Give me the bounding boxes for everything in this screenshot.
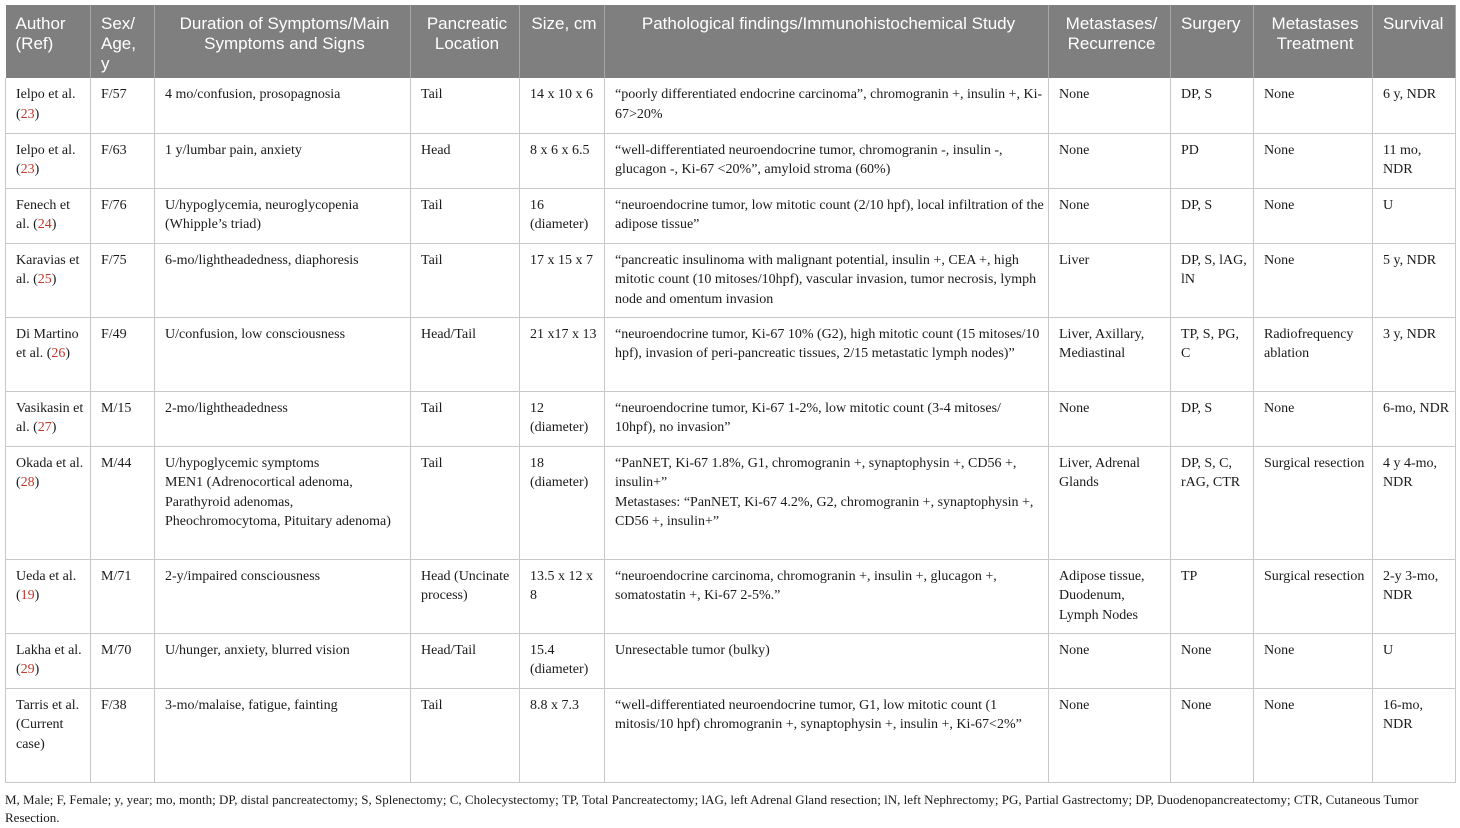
surgery-cell: TP <box>1171 559 1254 633</box>
symptoms-cell: U/hunger, anxiety, blurred vision <box>155 633 411 688</box>
pathology-cell: “neuroendocrine tumor, Ki-67 10% (G2), high mitotic count (15 mitoses/10 hpf), invasion of peri-pancreatic tissues, 2/15 metastatic lymph nodes)” <box>605 317 1049 391</box>
metastases-cell: None <box>1049 633 1171 688</box>
col-metastases: Metastases/ Recurrence <box>1049 5 1171 78</box>
surgery-cell: DP, S <box>1171 78 1254 133</box>
pathology-cell: “neuroendocrine tumor, Ki-67 1-2%, low mitotic count (3-4 mitoses/ 10hpf), no invasion” <box>605 391 1049 446</box>
reference-link[interactable]: 28 <box>20 475 35 491</box>
author-name: Ielpo et al. <box>16 87 76 102</box>
size-cell: 12 (diameter) <box>520 391 605 446</box>
pathology-cell: “well-differentiated neuroendocrine tumor, G1, low mitotic count (1 mitosis/10 hpf) chromogranin +, synaptophysin +, insulin +, Ki-67<2%” <box>605 688 1049 782</box>
location-cell: Head/Tail <box>411 317 520 391</box>
author-name: Vasikasin et al. <box>16 400 84 436</box>
reference-link[interactable]: 23 <box>20 162 35 178</box>
symptoms-cell: 6-mo/lightheadedness, diaphoresis <box>155 243 411 317</box>
col-author: Author (Ref) <box>6 5 91 78</box>
sex-age-cell: F/76 <box>91 188 155 243</box>
author-cell: Ielpo et al. (23) <box>6 78 91 133</box>
surgery-cell: DP, S <box>1171 391 1254 446</box>
table-row <box>6 391 1456 446</box>
surgery-cell: PD <box>1171 133 1254 188</box>
met-treatment-cell: Surgical resection <box>1254 446 1373 559</box>
sex-age-cell: M/15 <box>91 391 155 446</box>
survival-cell: 16-mo, NDR <box>1373 688 1456 782</box>
pathology-cell: “poorly differentiated endocrine carcinoma”, chromogranin +, insulin +, Ki-67>20% <box>605 78 1049 133</box>
met-treatment-cell: None <box>1254 688 1373 782</box>
table-row <box>6 317 1456 391</box>
author-cell <box>6 688 91 782</box>
survival-cell: 6-mo, NDR <box>1373 391 1456 446</box>
metastases-cell: None <box>1049 188 1171 243</box>
col-survival: Survival <box>1373 5 1456 78</box>
sex-age-cell: F/49 <box>91 317 155 391</box>
author-cell: Karavias et al. (25) <box>6 243 91 317</box>
col-surgery: Surgery <box>1171 5 1254 78</box>
author-cell: Ueda et al. (19) <box>6 559 91 633</box>
symptoms-cell: U/hypoglycemic symptoms MEN1 (Adrenocortical adenoma, Parathyroid adenomas, Pheochromocytoma, Pituitary adenoma) <box>155 446 411 559</box>
size-cell: 13.5 x 12 x 8 <box>520 559 605 633</box>
metastases-cell: Liver, Axillary, Mediastinal <box>1049 317 1171 391</box>
symptoms-cell: U/confusion, low consciousness <box>155 317 411 391</box>
pathology-cell: “PanNET, Ki-67 1.8%, G1, chromogranin +, synaptophysin +, CD56 +, insulin+” Metastases: “PanNET, Ki-67 4.2%, G2, chromogranin +, synaptophysin +, CD56 +, insulin+” <box>605 446 1049 559</box>
location-cell: Tail <box>411 78 520 133</box>
metastases-cell: Adipose tissue, Duodenum, Lymph Nodes <box>1049 559 1171 633</box>
survival-cell: 6 y, NDR <box>1373 78 1456 133</box>
author-name: Fenech et al. <box>16 197 71 233</box>
sex-age-cell: F/38 <box>91 688 155 782</box>
surgery-cell: DP, S, C, rAG, CTR <box>1171 446 1254 559</box>
symptoms-cell: 2-mo/lightheadedness <box>155 391 411 446</box>
author-name: Ielpo et al. <box>16 142 76 158</box>
sex-age-cell: M/70 <box>91 633 155 688</box>
metastases-cell: None <box>1049 391 1171 446</box>
sex-age-cell: F/57 <box>91 78 155 133</box>
size-cell: 8.8 x 7.3 <box>520 688 605 782</box>
reference-link[interactable]: 29 <box>20 662 35 678</box>
location-cell: Head <box>411 133 520 188</box>
author-name: Okada et al. <box>16 455 84 471</box>
metastases-cell: None <box>1049 78 1171 133</box>
author-name: Karavias et al. <box>16 252 80 288</box>
size-cell: 17 x 15 x 7 <box>520 243 605 317</box>
pathology-cell: “neuroendocrine carcinoma, chromogranin +, insulin +, glucagon +, somatostatin +, Ki-67 2-5%.” <box>605 559 1049 633</box>
reference-link[interactable]: 26 <box>51 346 66 362</box>
sex-age-cell: F/75 <box>91 243 155 317</box>
location-cell: Tail <box>411 446 520 559</box>
author-name: Ueda et al. <box>16 568 77 584</box>
location-cell: Head/Tail <box>411 633 520 688</box>
symptoms-cell: U/hypoglycemia, neuroglycopenia (Whipple’s triad) <box>155 188 411 243</box>
col-location: Pancreatic Location <box>411 5 520 78</box>
col-met-treatment: Metastases Treatment <box>1254 5 1373 78</box>
pathology-cell: “well-differentiated neuroendocrine tumor, chromogranin -, insulin -, glucagon -, Ki-67 <20%”, amyloid stroma (60%) <box>605 133 1049 188</box>
col-symptoms: Duration of Symptoms/Main Symptoms and Signs <box>155 5 411 78</box>
author-cell: Di Martino et al. (26) <box>6 317 91 391</box>
col-sex-age: Sex/ Age, y <box>91 5 155 78</box>
header-row <box>6 5 1456 78</box>
table-row <box>6 446 1456 559</box>
surgery-cell: TP, S, PG, C <box>1171 317 1254 391</box>
author-cell: Ielpo et al. (23) <box>6 133 91 188</box>
met-treatment-cell: Radiofrequency ablation <box>1254 317 1373 391</box>
met-treatment-cell: None <box>1254 133 1373 188</box>
pathology-cell: “pancreatic insulinoma with malignant potential, insulin +, CEA +, high mitotic count (10 mitoses/10hpf), vascular invasion, tumor necrosis, lymph node and omentum invasion <box>605 243 1049 317</box>
met-treatment-cell: None <box>1254 243 1373 317</box>
sex-age-cell: F/63 <box>91 133 155 188</box>
met-treatment-cell: None <box>1254 78 1373 133</box>
author-name: Tarris et al. (Current case) <box>16 697 80 752</box>
location-cell: Head (Uncinate process) <box>411 559 520 633</box>
table-row <box>6 688 1456 782</box>
metastases-cell: None <box>1049 133 1171 188</box>
author-name: Di Martino et al. <box>16 326 79 362</box>
location-cell: Tail <box>411 391 520 446</box>
table-row <box>6 188 1456 243</box>
reference-link[interactable]: 19 <box>20 588 35 604</box>
size-cell: 16 (diameter) <box>520 188 605 243</box>
table-body <box>6 78 1456 782</box>
met-treatment-cell: Surgical resection <box>1254 559 1373 633</box>
table-row <box>6 243 1456 317</box>
reference-link[interactable]: 24 <box>37 217 52 233</box>
survival-cell: 2-y 3-mo, NDR <box>1373 559 1456 633</box>
col-pathology: Pathological findings/Immunohistochemical Study <box>605 5 1049 78</box>
metastases-cell: Liver <box>1049 243 1171 317</box>
sex-age-cell: M/44 <box>91 446 155 559</box>
survival-cell: 11 mo, NDR <box>1373 133 1456 188</box>
location-cell: Tail <box>411 188 520 243</box>
pathology-cell: “neuroendocrine tumor, low mitotic count (2/10 hpf), local infiltration of the adipose tissue” <box>605 188 1049 243</box>
table-row <box>6 559 1456 633</box>
table-row <box>6 633 1456 688</box>
size-cell: 18 (diameter) <box>520 446 605 559</box>
size-cell: 8 x 6 x 6.5 <box>520 133 605 188</box>
reference-link[interactable]: 27 <box>37 420 52 436</box>
met-treatment-cell: None <box>1254 188 1373 243</box>
sex-age-cell: M/71 <box>91 559 155 633</box>
table-row <box>6 133 1456 188</box>
survival-cell: U <box>1373 188 1456 243</box>
author-cell: Vasikasin et al. (27) <box>6 391 91 446</box>
size-cell: 15.4 (diameter) <box>520 633 605 688</box>
size-cell: 14 x 10 x 6 <box>520 78 605 133</box>
author-cell: Lakha et al. (29) <box>6 633 91 688</box>
surgery-cell: DP, S, lAG, lN <box>1171 243 1254 317</box>
surgery-cell: DP, S <box>1171 188 1254 243</box>
survival-cell: 3 y, NDR <box>1373 317 1456 391</box>
survival-cell: U <box>1373 633 1456 688</box>
symptoms-cell: 3-mo/malaise, fatigue, fainting <box>155 688 411 782</box>
location-cell: Tail <box>411 243 520 317</box>
col-size: Size, cm <box>520 5 605 78</box>
pathology-cell: Unresectable tumor (bulky) <box>605 633 1049 688</box>
met-treatment-cell: None <box>1254 391 1373 446</box>
reference-link[interactable]: 25 <box>37 272 52 288</box>
author-cell: Fenech et al. (24) <box>6 188 91 243</box>
table-header <box>6 5 1456 78</box>
case-comparison-table <box>5 5 1456 783</box>
metastases-cell: None <box>1049 688 1171 782</box>
reference-link[interactable]: 23 <box>20 106 35 122</box>
surgery-cell: None <box>1171 633 1254 688</box>
author-name: Lakha et al. <box>16 642 82 658</box>
met-treatment-cell: None <box>1254 633 1373 688</box>
survival-cell: 4 y 4-mo, NDR <box>1373 446 1456 559</box>
author-cell: Okada et al. (28) <box>6 446 91 559</box>
table-footnote: M, Male; F, Female; y, year; mo, month; DP, distal pancreatectomy; S, Splenectomy; C, Cholecystectomy; TP, Total Pancreatectomy; lAG, left Adrenal Gland resection; lN, left Nephrectomy; PG, Partial Gastrectomy; DP, Duodenopancreatectomy; CTR, Cutaneous Tumor Resection. <box>5 792 1419 825</box>
size-cell: 21 x17 x 13 <box>520 317 605 391</box>
survival-cell: 5 y, NDR <box>1373 243 1456 317</box>
symptoms-cell: 1 y/lumbar pain, anxiety <box>155 133 411 188</box>
symptoms-cell: 2-y/impaired consciousness <box>155 559 411 633</box>
symptoms-cell: 4 mo/confusion, prosopagnosia <box>155 78 411 133</box>
location-cell: Tail <box>411 688 520 782</box>
surgery-cell: None <box>1171 688 1254 782</box>
table-row <box>6 78 1456 133</box>
table-wrapper <box>5 5 1455 783</box>
metastases-cell: Liver, Adrenal Glands <box>1049 446 1171 559</box>
